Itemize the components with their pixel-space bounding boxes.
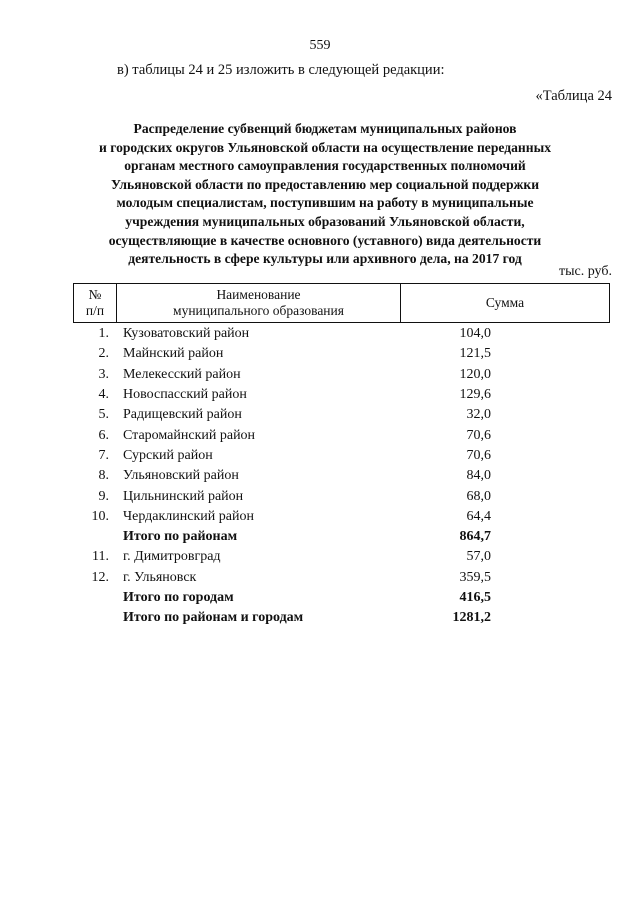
subtotal-row <box>73 588 610 608</box>
row-name: Новоспасский район <box>123 387 247 403</box>
row-number: 2. <box>98 346 109 362</box>
row-sum: 84,0 <box>466 468 491 484</box>
table-label: «Таблица 24 <box>535 88 612 104</box>
row-sum: 864,7 <box>459 529 491 545</box>
row-name: г. Ульяновск <box>123 569 197 585</box>
row-sum: 1281,2 <box>452 610 491 626</box>
row-name: Майнский район <box>123 346 224 362</box>
table-row <box>73 486 610 506</box>
row-sum: 359,5 <box>459 569 491 585</box>
row-sum: 70,6 <box>466 447 491 463</box>
title-line: Распределение субвенций бюджетам муниципальных районов <box>133 121 517 136</box>
row-number: 1. <box>98 326 109 342</box>
header-sum-label: Сумма <box>485 295 525 310</box>
row-sum: 121,5 <box>459 346 491 362</box>
row-number: 7. <box>98 447 109 463</box>
title-line: органам местного самоуправления государственных полномочий <box>124 158 526 174</box>
title-line: Ульяновской области по предоставлению мер социальной поддержки <box>110 176 540 192</box>
table-row <box>73 507 610 527</box>
row-number: 11. <box>92 549 109 565</box>
header-sum <box>401 284 609 322</box>
header-number-line1: № <box>88 287 102 302</box>
header-name-line1: Наименование <box>216 287 301 302</box>
table-body <box>73 324 610 628</box>
row-name: Старомайнский район <box>123 427 256 443</box>
row-name: Итого по городам <box>123 590 234 605</box>
row-number: 5. <box>98 407 109 423</box>
row-sum: 68,0 <box>466 488 491 504</box>
row-name: Итого по районам <box>123 529 238 545</box>
intro-text: в) таблицы 24 и 25 изложить в следующей редакции: <box>117 62 445 78</box>
units-label: тыс. руб. <box>559 264 612 279</box>
title-line: молодым специалистам, поступившим на работу в муниципальные <box>116 195 534 211</box>
row-sum: 104,0 <box>459 326 491 342</box>
row-number: 8. <box>98 468 109 484</box>
row-number: 10. <box>91 508 109 524</box>
grand-total-row <box>73 608 610 628</box>
title-line: осуществляющие в качестве основного (уставного) вида деятельности <box>108 232 542 248</box>
header-number-line2: п/п <box>85 303 105 318</box>
row-number: 4. <box>98 387 109 403</box>
table-header <box>73 283 610 323</box>
header-name <box>117 284 401 322</box>
row-number: 6. <box>98 427 109 443</box>
subtotal-row <box>73 527 610 547</box>
row-number: 9. <box>98 488 109 504</box>
row-number: 12. <box>91 569 109 585</box>
table-row <box>73 365 610 385</box>
row-name: Сурский район <box>123 447 213 463</box>
row-name: г. Димитровград <box>123 549 221 565</box>
title-line: и городских округов Ульяновской области на осуществление переданных <box>99 139 551 155</box>
table-row <box>73 568 610 588</box>
row-sum: 64,4 <box>466 508 491 524</box>
table-row <box>73 547 610 567</box>
header-name-line2: муниципального образования <box>173 303 344 318</box>
row-name: Мелекесский район <box>123 366 241 382</box>
row-sum: 120,0 <box>459 366 491 382</box>
title-line: учреждения муниципальных образований Ульяновской области, <box>125 213 525 229</box>
row-name: Чердаклинский район <box>123 508 254 524</box>
table-row <box>73 385 610 405</box>
row-number: 3. <box>98 366 109 382</box>
row-sum: 416,5 <box>459 590 491 605</box>
table-title <box>60 120 590 269</box>
table-row <box>73 466 610 486</box>
row-sum: 70,6 <box>466 427 491 443</box>
title-line: деятельность в сфере культуры или архивного дела, на 2017 год <box>128 251 522 267</box>
page-number: 559 <box>309 38 331 53</box>
header-number <box>74 284 117 322</box>
row-sum: 32,0 <box>466 407 491 423</box>
row-sum: 129,6 <box>459 387 491 403</box>
table-row <box>73 405 610 425</box>
table-row <box>73 425 610 445</box>
table-row <box>73 344 610 364</box>
row-name: Цильнинский район <box>123 488 244 504</box>
table-row <box>73 446 610 466</box>
table-row <box>73 324 610 344</box>
row-name: Ульяновский район <box>123 468 239 484</box>
row-sum: 57,0 <box>466 549 491 565</box>
row-name: Радищевский район <box>123 407 242 423</box>
row-name: Итого по районам и городам <box>123 610 304 626</box>
row-name: Кузоватовский район <box>123 326 250 342</box>
